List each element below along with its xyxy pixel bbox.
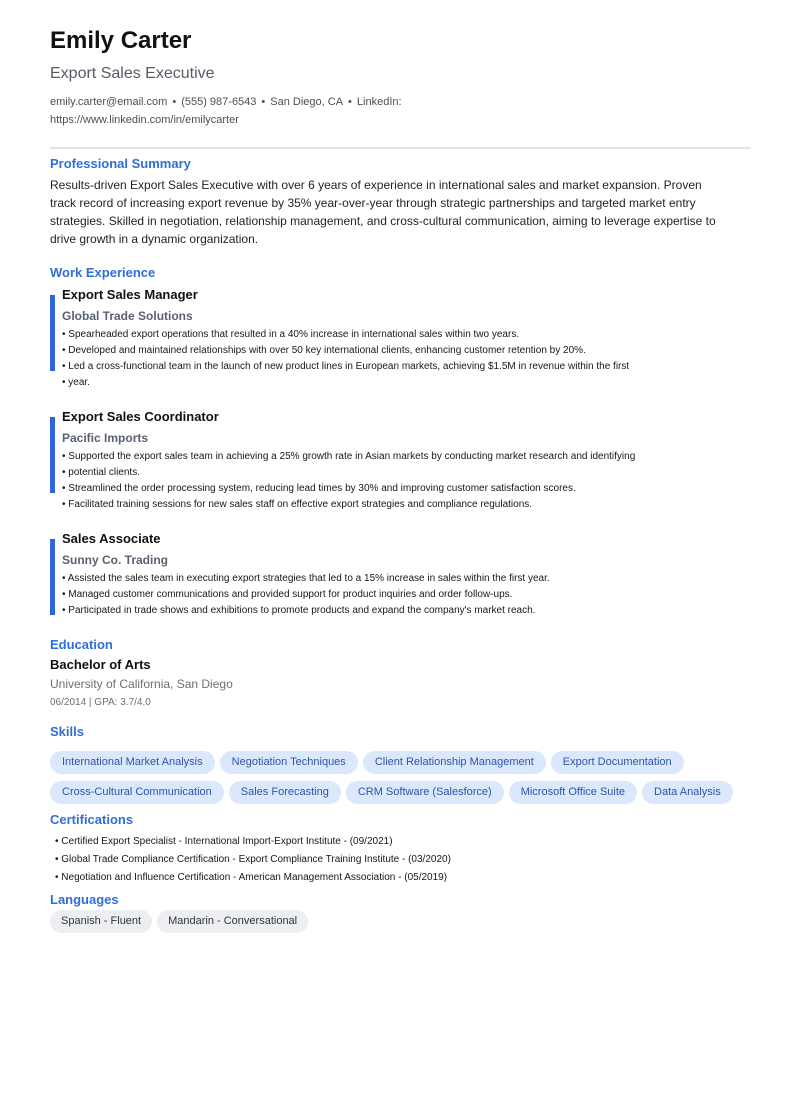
job-title: Export Sales Coordinator bbox=[62, 409, 219, 424]
job-company: Pacific Imports bbox=[62, 431, 149, 445]
certification-item: • Negotiation and Influence Certification - American Management Association - (05/2019) bbox=[55, 872, 448, 883]
skill-chip: Client Relationship Management bbox=[363, 751, 546, 774]
job-accent-bar bbox=[50, 417, 55, 493]
job-accent-bar bbox=[50, 295, 55, 371]
work-heading: Work Experience bbox=[50, 265, 156, 280]
education-school: University of California, San Diego bbox=[50, 677, 233, 691]
job-title: Sales Associate bbox=[62, 531, 161, 546]
skill-chip: Sales Forecasting bbox=[229, 781, 341, 804]
skill-chip: Microsoft Office Suite bbox=[509, 781, 637, 804]
certification-item: • Certified Export Specialist - International Import-Export Institute - (09/2021) bbox=[55, 836, 393, 847]
job-bullet: • Led a cross-functional team in the launch of new product lines in European markets, achieving $1.5M in revenue within the first bbox=[62, 361, 630, 372]
job-bullet: • Assisted the sales team in executing export strategies that led to a 15% increase in sales within the first year. bbox=[62, 573, 550, 584]
separator: • bbox=[348, 96, 352, 108]
summary-text: Results-driven Export Sales Executive with over 6 years of experience in international sales and market expansion. Proven track record of increasing export revenue by 35% year-over-year through strategic partnerships and targeted market entry strategies. Skilled in negotiation, relationship management, and cross-cultural communication, aiming to leverage expertise to drive growth in a dynamic organization. bbox=[50, 178, 716, 246]
certifications-list bbox=[50, 833, 751, 887]
linkedin-label: LinkedIn: bbox=[356, 96, 402, 108]
job-bullet: • Facilitated training sessions for new sales staff on effective export strategies and compliance regulations. bbox=[62, 499, 533, 510]
language-chip: Spanish - Fluent bbox=[50, 910, 152, 933]
job-bullet: • Streamlined the order processing system, reducing lead times by 30% and improving customer satisfaction scores. bbox=[62, 483, 576, 494]
job-bullets bbox=[62, 327, 751, 391]
certifications-heading: Certifications bbox=[50, 812, 134, 827]
job-bullets bbox=[62, 449, 751, 513]
job-accent-bar bbox=[50, 539, 55, 615]
languages-list bbox=[50, 910, 751, 933]
job-entry bbox=[50, 287, 751, 391]
summary-heading: Professional Summary bbox=[50, 156, 191, 171]
language-chip: Mandarin - Conversational bbox=[157, 910, 308, 933]
job-bullet: • Managed customer communications and provided support for product inquiries and order follow-ups. bbox=[62, 589, 513, 600]
header-divider bbox=[50, 147, 751, 149]
certification-item: • Global Trade Compliance Certification - Export Compliance Training Institute - (03/2020) bbox=[55, 854, 451, 865]
job-company: Sunny Co. Trading bbox=[62, 553, 169, 567]
skills-list bbox=[50, 751, 750, 811]
separator: • bbox=[261, 96, 266, 108]
skill-chip: International Market Analysis bbox=[50, 751, 215, 774]
skill-chip: Negotiation Techniques bbox=[220, 751, 358, 774]
job-bullet: • Developed and maintained relationships with over 50 key international clients, enhancing customer retention by 20%. bbox=[62, 345, 586, 356]
contact-email[interactable]: emily.carter@email.com bbox=[50, 96, 168, 108]
skills-heading: Skills bbox=[50, 724, 84, 739]
job-bullet: • Participated in trade shows and exhibitions to promote products and expand the company's market reach. bbox=[62, 605, 536, 616]
education-meta: 06/2014 | GPA: 3.7/4.0 bbox=[50, 697, 151, 708]
linkedin-link[interactable]: https://www.linkedin.com/in/emilycarter bbox=[50, 114, 239, 126]
contact-line bbox=[50, 93, 410, 129]
candidate-name: Emily Carter bbox=[50, 27, 192, 54]
job-title: Export Sales Manager bbox=[62, 287, 198, 302]
skill-chip: Cross-Cultural Communication bbox=[50, 781, 224, 804]
job-bullet: • Supported the export sales team in achieving a 25% growth rate in Asian markets by conducting market research and identifying bbox=[62, 451, 636, 462]
languages-heading: Languages bbox=[50, 892, 119, 907]
education-degree: Bachelor of Arts bbox=[50, 657, 151, 672]
job-bullets bbox=[62, 571, 751, 619]
contact-location: San Diego, CA bbox=[270, 96, 344, 108]
skill-chip: CRM Software (Salesforce) bbox=[346, 781, 504, 804]
education-heading: Education bbox=[50, 637, 113, 652]
job-bullet: • potential clients. bbox=[62, 467, 140, 478]
job-bullet: • year. bbox=[62, 377, 90, 388]
skill-chip: Data Analysis bbox=[642, 781, 733, 804]
candidate-title: Export Sales Executive bbox=[50, 65, 215, 82]
job-company: Global Trade Solutions bbox=[62, 309, 193, 323]
job-entry bbox=[50, 531, 751, 619]
job-bullet: • Spearheaded export operations that resulted in a 40% increase in international sales within two years. bbox=[62, 329, 520, 340]
contact-phone: (555) 987-6543 bbox=[181, 96, 257, 108]
skill-chip: Export Documentation bbox=[551, 751, 684, 774]
separator: • bbox=[172, 96, 177, 108]
job-entry bbox=[50, 409, 751, 513]
